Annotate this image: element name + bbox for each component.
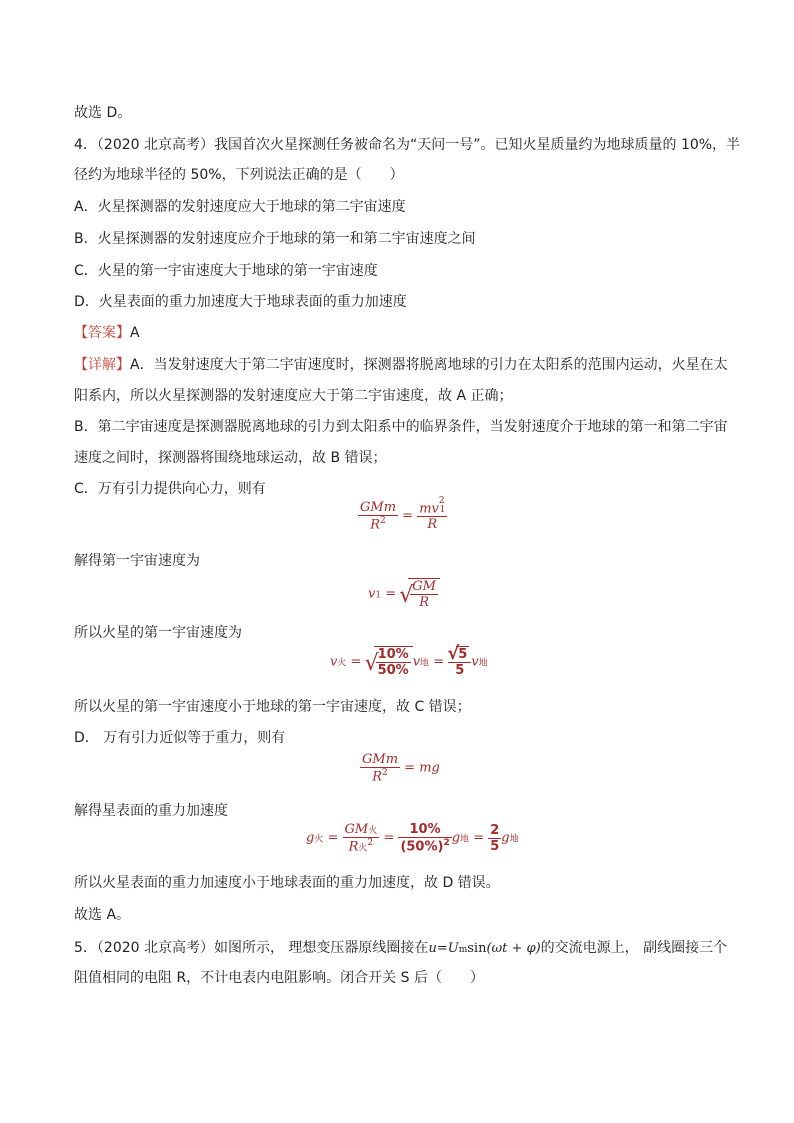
equation-v-mars: v火 = √ $\frac{10\%}{50\%}$ v地 = √ $\frac{5}{5}$ v地 [330,646,488,678]
detail-tag: 【详解】 [74,357,130,373]
eq-text: 地 [460,834,470,845]
question-4-stem-cont: 径约为地球半径的 50%，下列说法正确的是（ ） [74,167,404,183]
eq-text: 50% [377,663,409,678]
answer-tag: 【答案】 [74,325,130,341]
equation-g-mars: g火 = $\frac{\text{GM火}}{R火^2}$ = $\frac{10\%}{(50\%)^2}$ g地 = $\frac{2}{5}$ g地 [306,822,519,855]
eq-text: 1 [375,590,382,601]
detail-line [74,356,728,374]
option-a: A．火星探测器的发射速度应大于地球的第二宇宙速度 [74,199,406,215]
eq-text: v [471,654,479,670]
eq-text: u [428,941,437,956]
eq-text: 5 [458,647,468,662]
eq-text: R [348,839,359,855]
eq-text: 5 [455,663,465,678]
text-line: 故选 D。 [74,105,132,121]
detail-text: 所以火星的第一宇宙速度小于地球的第一宇宙速度，故 C 错误； [74,699,471,715]
detail-text: B．第二宇宙速度是探测器脱离地球的引力到太阳系中的临界条件，当发射速度介于地球的第一和第二宇宙 [74,419,728,435]
eq-text: (ωt + φ) [486,941,541,956]
eq-text: 10% [398,822,451,838]
equation-v1: v1 = √ $\frac{GM}{R}$ [368,578,440,610]
eq-text: 火 [314,834,324,845]
q5-text: 的交流电源上， 副线圈接三个 [540,940,728,956]
q5-text: 5．（2020 北京高考）如图所示， 理想变压器原线圈接在 [74,940,429,956]
eq-text: 火 [337,658,347,669]
eq-text: 火 [358,843,368,854]
question-5-stem [74,939,727,959]
eq-text: GMm [362,752,399,767]
detail-text: 所以火星表面的重力加速度小于地球表面的重力加速度，故 D 错误。 [74,875,500,891]
eq-text: 地 [420,658,430,669]
eq-text: R [370,517,381,533]
eq-text: 5 [490,838,500,854]
detail-text: C．万有引力提供向心力，则有 [74,481,266,497]
eq-text: (50%) [400,839,444,855]
eq-text: 地 [478,658,488,669]
eq-text: sin [467,941,487,956]
eq-text: GMm [360,500,397,515]
eq-text: √ GM [412,579,436,594]
eq-text: g [306,830,315,846]
eq-text: v [412,654,421,670]
eq-text: R [372,769,383,785]
detail-text: 所以火星的第一宇宙速度为 [74,625,242,641]
eq-text: 火 [368,826,378,836]
eq-text: v [330,654,338,670]
eq-text: U [447,941,459,956]
option-c: C．火星的第一宇宙速度大于地球的第一宇宙速度 [74,263,378,279]
equation-centripetal: $\frac{\text{GMm}}{R^2}$ = $\frac{mv^21}{R}$ [360,496,446,533]
detail-text: 速度之间时，探测器将围绕地球运动，故 B 错误； [74,450,387,466]
detail-text: A．当发射速度大于第二宇宙速度时，探测器将脱离地球的引力在太阳系的范围内运动，火星在太 [130,357,728,373]
eq-text: R [419,595,430,610]
question-4-stem: 4．（2020 北京高考）我国首次火星探测任务被命名为“天问一号”。已知火星质量约为地球质量的 10%，半 [74,137,741,153]
eq-text: mg [419,760,440,776]
equation-gravity: $\frac{\text{GMm}}{R^2}$ = mg [362,752,440,785]
answer-value: A [130,325,140,341]
eq-text: = [436,941,448,956]
eq-text: v [368,586,376,602]
voltage-expression [428,941,540,956]
eq-text: 地 [509,834,519,845]
detail-text: 阳系内，所以火星探测器的发射速度应大于第二宇宙速度，故 A 正确； [74,388,513,404]
detail-text: D． 万有引力近似等于重力，则有 [74,730,286,746]
eq-text: m [458,945,468,955]
eq-text: mv [419,501,439,517]
answer-line [74,324,140,342]
option-b: B．火星探测器的发射速度应介于地球的第一和第二宇宙速度之间 [74,231,476,247]
eq-text: R [427,517,438,533]
detail-text: 解得星表面的重力加速度 [74,803,228,819]
detail-text: 解得第一宇宙速度为 [74,553,200,569]
detail-text: 故选 A。 [74,907,131,923]
eq-text: GM [344,822,369,837]
eq-text: √ 10% [377,647,409,662]
question-5-stem-cont: 阻值相同的电阻 R，不计电表内电阻影响。闭合开关 S 后（ ） [74,970,484,986]
option-d: D．火星表面的重力加速度大于地球表面的重力加速度 [74,294,407,310]
eq-text: 2 [490,822,500,838]
